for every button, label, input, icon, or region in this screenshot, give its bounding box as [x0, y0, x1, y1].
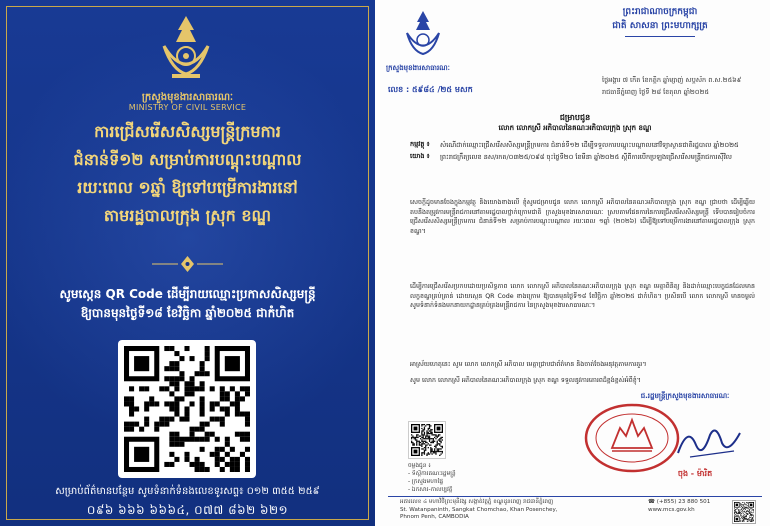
kingdom-title: ព្រះរាជាណាចក្រកម្ពុជា: [622, 7, 698, 17]
address-line: អគារលេខ ៤ មហាវិថីព្រះមុនីវង្ស សង្កាត់វត្តភ្នំ ខណ្ឌដូនពេញ រាជធានីភ្នំពេញ: [400, 499, 554, 505]
footer-divider: [388, 496, 762, 497]
headline-line: តាមរដ្ឋបាលក្រុង ស្រុក ខណ្ឌ: [103, 206, 272, 225]
letter-heading: ជម្រាបជូន: [559, 113, 591, 122]
cc-item: - ទីស្តីការគណៈរដ្ឋមន្ត្រី: [408, 471, 456, 477]
reference-number: លេខ : ៥៩៨៤ /២៥ មសក: [388, 85, 473, 94]
letter-recipient: លោក លោកស្រី អភិបាលនៃគណៈអភិបាលក្រុង ស្រុក ខណ្ឌ: [498, 124, 652, 132]
footer-address: [400, 499, 600, 522]
ornament-divider-icon: [150, 255, 225, 273]
motto-divider: [625, 36, 695, 37]
subject-label: កម្មវត្ថុ ៖: [410, 140, 430, 148]
cc-item: ចម្លងជូន ៖: [408, 463, 431, 469]
signer-name: ចុង - ម៉ារិត: [677, 469, 713, 478]
signature-icon: [670, 415, 750, 465]
body-paragraph: សេចក្តីដូចមានចែងក្នុងកម្មវត្ថុ និងយោងខាងលើ ខ្ញុំសូមជម្រាបជូន លោក លោកស្រី អភិបាលនៃគណៈអភិបាលក្រុង ស្រុក ខណ្ឌ ជ្រាបថា ដើម្បីឆ្លើយតបនឹងតម្រូវការមន្ត្រីរាជការនៅតាមរដ្ឋបាលថ្នាក់ក្រោមជាតិ ក្រសួងមុខងារសាធារណៈ ស្របតាមផែនការនៃការជ្រើសរើសសិស្សមន្ត្រី ទើបបានរៀបចំការជ្រើសរើសសិស្សមន្ត្រីក្រមការ ជំនាន់ទី១២ សម្រាប់ការបណ្តុះបណ្តាល រយៈពេល ១ឆ្នាំ (២០២៦) ដើម្បីឱ្យទៅបម្រើការងារនៅតាមរដ្ឋបាលក្រុង ស្រុក ខណ្ឌ។: [410, 199, 755, 235]
cc-list: [408, 462, 568, 494]
official-letter: [380, 0, 770, 526]
ministry-caption: ក្រសួងមុខងារសាធារណៈ: [386, 64, 450, 72]
subject-block: [410, 140, 755, 164]
poster: [0, 0, 375, 526]
official-stamp-icon: [582, 402, 682, 474]
ministry-logo-icon: [402, 8, 444, 60]
footer-qr-code[interactable]: [732, 500, 756, 524]
ministry-name-kh: ក្រសួងមុខងារសាធារណៈ: [141, 92, 234, 103]
body-paragraph: អាស្រ័យហេតុនេះ សូម លោក លោកស្រី អភិបាល មេត្តាជ្រាបជាព័ត៌មាន និងចាត់ចែងអនុវត្តតាមការគួរ។: [410, 361, 647, 368]
lunar-date: ថ្ងៃអង្គារ ៧ កើត ខែកត្តិក ឆ្នាំម្សាញ់ សប្តស័ក ព.ស.២៥៦៩: [602, 76, 742, 84]
contact-numbers: ០៩៦ ៦៦៦ ៦៦៦៤, ០៧៧ ៨៦២ ៦២១: [86, 503, 289, 517]
scan-line: សូមស្កេន QR Code ដើម្បីរាយឈ្មោះប្រកាសសិស្សមន្ត្រី: [59, 287, 316, 301]
headline-line: ការជ្រើសរើសសិស្សមន្ត្រីក្រមការ: [94, 122, 281, 141]
closing-paragraph: សូម លោក លោកស្រី អភិបាលនៃគណៈអភិបាលក្រុង ស្រុក ខណ្ឌ ទទួលនូវការគោរពដ៏ខ្ពង់ខ្ពស់អំពីខ្ញុំ។: [410, 377, 641, 384]
qr-code-icon: [734, 502, 754, 522]
registration-qr-code[interactable]: [118, 340, 256, 478]
qr-code-icon: [124, 346, 250, 472]
address-line: St. Watanpaninth, Sangkat Chomchao, Khan Posenchey,: [400, 506, 558, 513]
headline-line: រយៈពេល ១ឆ្នាំ ឱ្យទៅបម្រើការងារនៅ: [77, 178, 298, 197]
body-paragraph: ដើម្បីការជ្រើសរើសប្រកបដោយប្រសិទ្ធភាព លោក លោកស្រី អភិបាលនៃគណៈអភិបាលក្រុង ស្រុក ខណ្ឌ មេត្តាពិនិត្យ និងដាក់ឈ្មោះបេក្ខជនដែលមានលក្ខខណ្ឌគ្រប់គ្រាន់ ដោយស្កេន QR Code ខាងក្រោម ឱ្យបានមុនថ្ងៃទី១៨ ខែវិច្ឆិកា ឆ្នាំ២០២៥ ជាកំហិត។ ប្រសិនបើ លោក លោកស្រី មានចម្ងល់ សូមទំនាក់ទំនងមកនាយកដ្ឋានគ្រប់គ្រងមន្ត្រីរាជការ នៃក្រសួងមុខងារសាធារណៈ។: [410, 283, 755, 310]
letter-qr-code[interactable]: [408, 421, 446, 459]
national-motto: ជាតិ សាសនា ព្រះមហាក្សត្រ: [612, 21, 708, 31]
reference-label: យោង ៖: [410, 152, 430, 160]
subject-text: សំណើដាក់ឈ្មោះជ្រើសរើសសិស្សមន្ត្រីក្រមការ ជំនាន់ទី១២ ដើម្បីទទួលការបណ្តុះបណ្តាលនៅវិទ្យាស្ថានជាតិរដ្ឋបាល ឆ្នាំ២០២៥: [440, 141, 739, 149]
cc-item: - ក្រសួងមហាផ្ទៃ: [408, 479, 444, 485]
contact-info: សម្រាប់ព័ត៌មានបន្ថែម សូមទំនាក់ទំនងលេខទូរសព្ទ៖ ០១២ ៣៥៥ ២៥៩: [55, 486, 320, 497]
signatory-title: ជ.រដ្ឋមន្ត្រីក្រសួងមុខងារសាធារណៈ: [640, 392, 730, 400]
headline-line: ជំនាន់ទី១២ សម្រាប់ការបណ្តុះបណ្តាល: [73, 150, 302, 169]
reference-text: ព្រះរាជក្រឹត្យលេខ នស/រកត/០៣២៥/០៩៨ ចុះថ្ងៃទី២០ ខែមីនា ឆ្នាំ២០២៥ ស្តីពីការបើកប្រឡងជ្រើសរើសមន្ត្រីរាជការស៊ីវិល: [440, 153, 732, 161]
address-line: Phnom Penh, CAMBODIA: [400, 514, 469, 520]
solar-date: រាជធានីភ្នំពេញ ថ្ងៃទី ២៨ ខែតុលា ឆ្នាំ២០២៥: [602, 88, 709, 96]
poster-headline: [20, 118, 355, 230]
footer-contact: [648, 499, 728, 514]
ministry-name-en: MINISTRY OF CIVIL SERVICE: [128, 103, 247, 112]
scan-instructions: [20, 285, 355, 323]
scan-line: ឱ្យបានមុនថ្ងៃទី១៨ ខែវិច្ឆិកា ឆ្នាំ២០២៥ ជាកំហិត: [80, 306, 295, 320]
cc-item: - ឯកសារ-កាលប្បវត្តិ: [408, 487, 453, 493]
website-link[interactable]: www.mcs.gov.kh: [648, 506, 695, 513]
qr-code-icon: [411, 424, 443, 456]
ministry-emblem-icon: [154, 12, 218, 84]
phone-number: ☎ (+855) 23 880 501: [648, 499, 711, 505]
poster-footer: [0, 483, 375, 519]
